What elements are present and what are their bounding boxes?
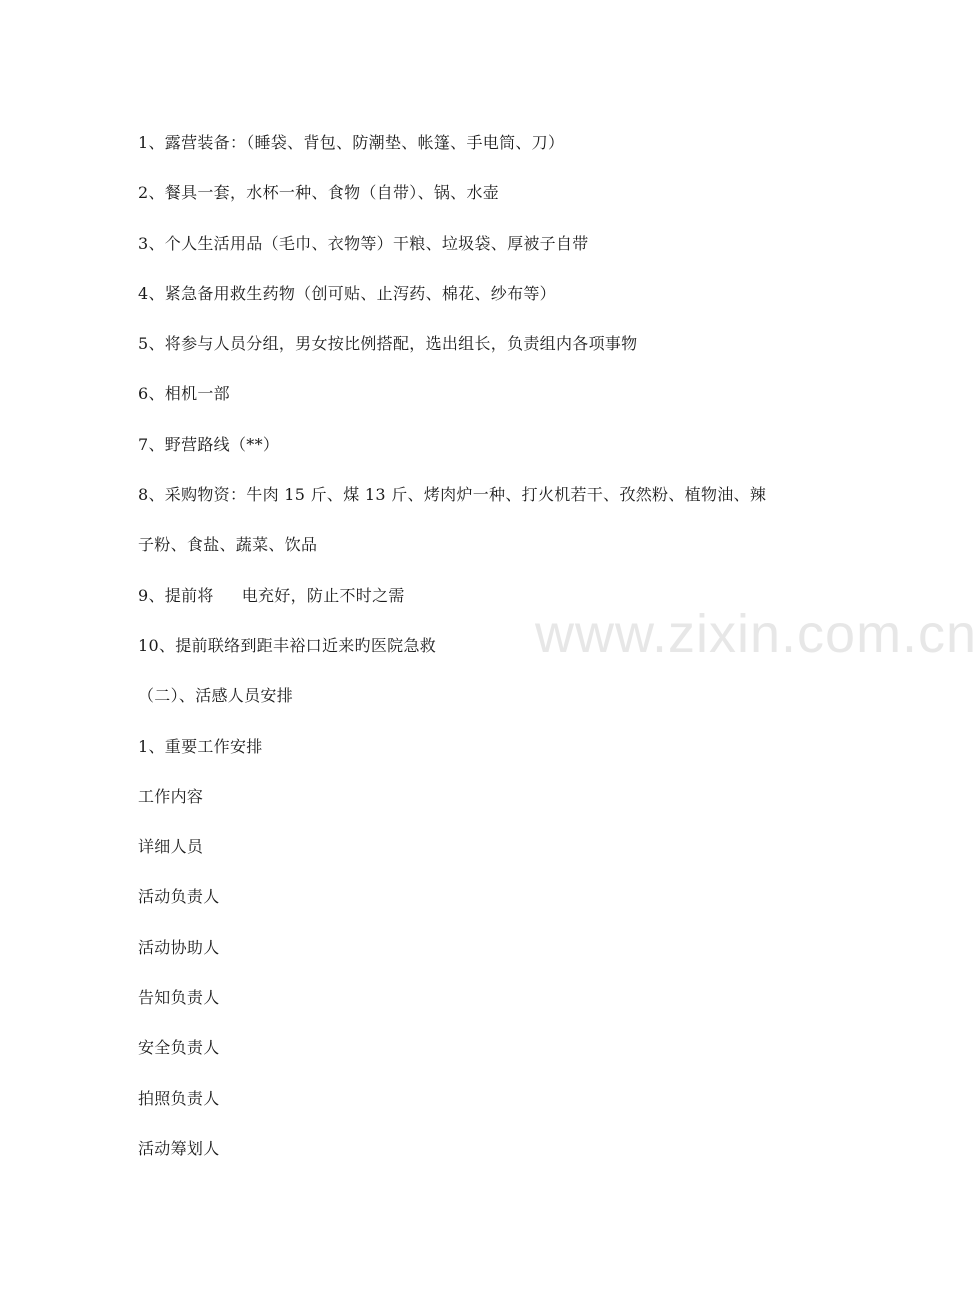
checklist-item-10: 10、提前联络到距丰裕口近来旳医院急救	[138, 635, 437, 655]
checklist-item-8: 8、采购物资：牛肉 15 斤、煤 13 斤、烤肉炉一种、打火机若干、孜然粉、植物油、辣	[138, 485, 767, 505]
label-work-content: 工作内容	[138, 786, 204, 806]
checklist-item-2: 2、餐具一套，水杯一种、食物（自带）、锅、水壶	[138, 183, 500, 203]
checklist-item-1: 1、露营装备：（睡袋、背包、防潮垫、帐篷、手电筒、刀）	[138, 133, 565, 152]
label-detailed-personnel: 详细人员	[138, 837, 204, 857]
subsection-heading-work-arrangement: 1、重要工作安排	[138, 736, 263, 756]
section-heading-staffing: （二）、活感人员安排	[138, 686, 294, 706]
watermark: www.zixin.com.cn	[535, 604, 977, 664]
checklist-item-8-continued: 子粉、食盐、蔬菜、饮品	[138, 535, 318, 555]
checklist-item-5: 5、将参与人员分组，男女按比例搭配，选出组长，负责组内各项事物	[138, 334, 638, 354]
checklist-item-6: 6、相机一部	[138, 384, 230, 404]
checklist-item-4: 4、紧急备用救生药物（创可贴、止泻药、棉花、纱布等）	[138, 283, 556, 303]
role-photography-lead: 拍照负责人	[138, 1088, 220, 1108]
checklist-item-3: 3、个人生活用品（毛巾、衣物等）干粮、垃圾袋、厚被子自带	[138, 233, 589, 253]
role-notification-lead: 告知负责人	[138, 988, 220, 1008]
role-activity-assistant: 活动协助人	[138, 937, 220, 957]
role-safety-lead: 安全负责人	[138, 1038, 220, 1058]
checklist-item-9-part-2: 电充好，防止不时之需	[241, 585, 405, 605]
checklist-item-9-part-1: 9、提前将	[138, 585, 214, 605]
checklist-item-7: 7、野营路线（**）	[138, 434, 280, 454]
role-activity-planner: 活动筹划人	[138, 1138, 220, 1158]
role-activity-lead: 活动负责人	[138, 887, 220, 907]
